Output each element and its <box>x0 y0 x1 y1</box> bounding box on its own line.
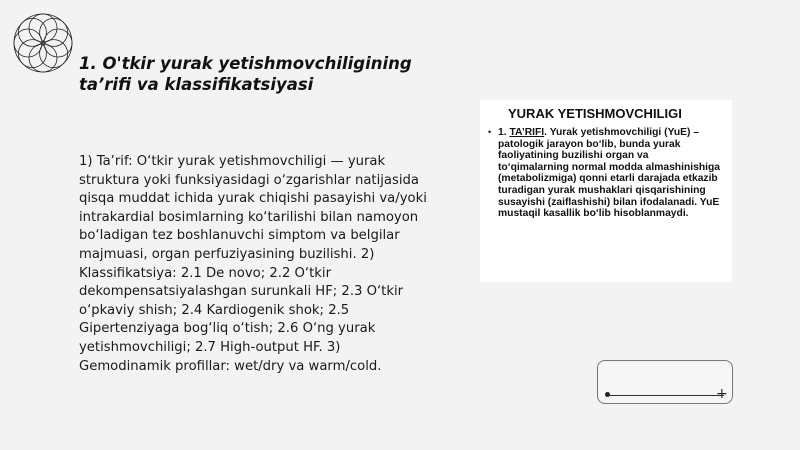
card-heading: YURAK YETISHMOVCHILIGI <box>508 106 682 121</box>
card-list-item <box>488 127 722 220</box>
slide-body-text: 1) Ta’rif: O‘tkir yurak yetishmovchiligi — yurak struktura yoki funksiyasidagi o‘zgarishlar natijasida qisqa muddat ichida yurak chiqishi pasayishi va/yoki intrakardial bosimlarning ko‘tarilishi bilan namoyon bo‘ladigan tez boshlanuvchi simptom va belgilar majmuasi, organ perfuziyasining buzilishi. 2) Klassifikatsiya: 2.1 De novo; 2.2 O‘tkir dekompensatsiyalashgan surunkali HF; 2.3 O‘tkir o‘pkaviy shish; 2.4 Kardiogenik shok; 2.5 Gipertenziyaga bog‘liq o‘tish; 2.6 O‘ng yurak yetishmovchiligi; 2.7 High-output HF. 3) Gemodinamik profillar: wet/dry va warm/cold. <box>79 154 427 374</box>
card-item-description: . Yurak yetishmovchiligi (YuE) – patologik jarayon bo‘lib, bunda yurak faoliyatining buzilishi organ va to‘qimalarning normal modda almashinishiga (metabolizmiga) qonni etarli darajada etkazib turadigan yurak mushaklari qisqarishining susayishi (zaiflashishi) bilan ifodalanadi. YuE mustaqil kasallik bo‘lib hisoblanmaydi. <box>498 127 720 220</box>
card-item-text <box>498 127 722 220</box>
slide-navigation-box[interactable] <box>597 360 733 404</box>
slide-title: 1. O'tkir yurak yetishmovchiligining ta’rifi va klassifikatsiyasi <box>79 54 412 94</box>
card-item-label: TA’RIFI <box>509 127 545 138</box>
progress-dot-icon[interactable] <box>605 392 610 397</box>
card-item-number: 1. <box>498 127 510 138</box>
progress-track <box>608 395 724 396</box>
reference-card <box>480 100 732 282</box>
bullet-icon: • <box>488 127 492 137</box>
circle-ornament-icon <box>4 4 82 82</box>
end-marker-icon: + <box>716 386 728 402</box>
